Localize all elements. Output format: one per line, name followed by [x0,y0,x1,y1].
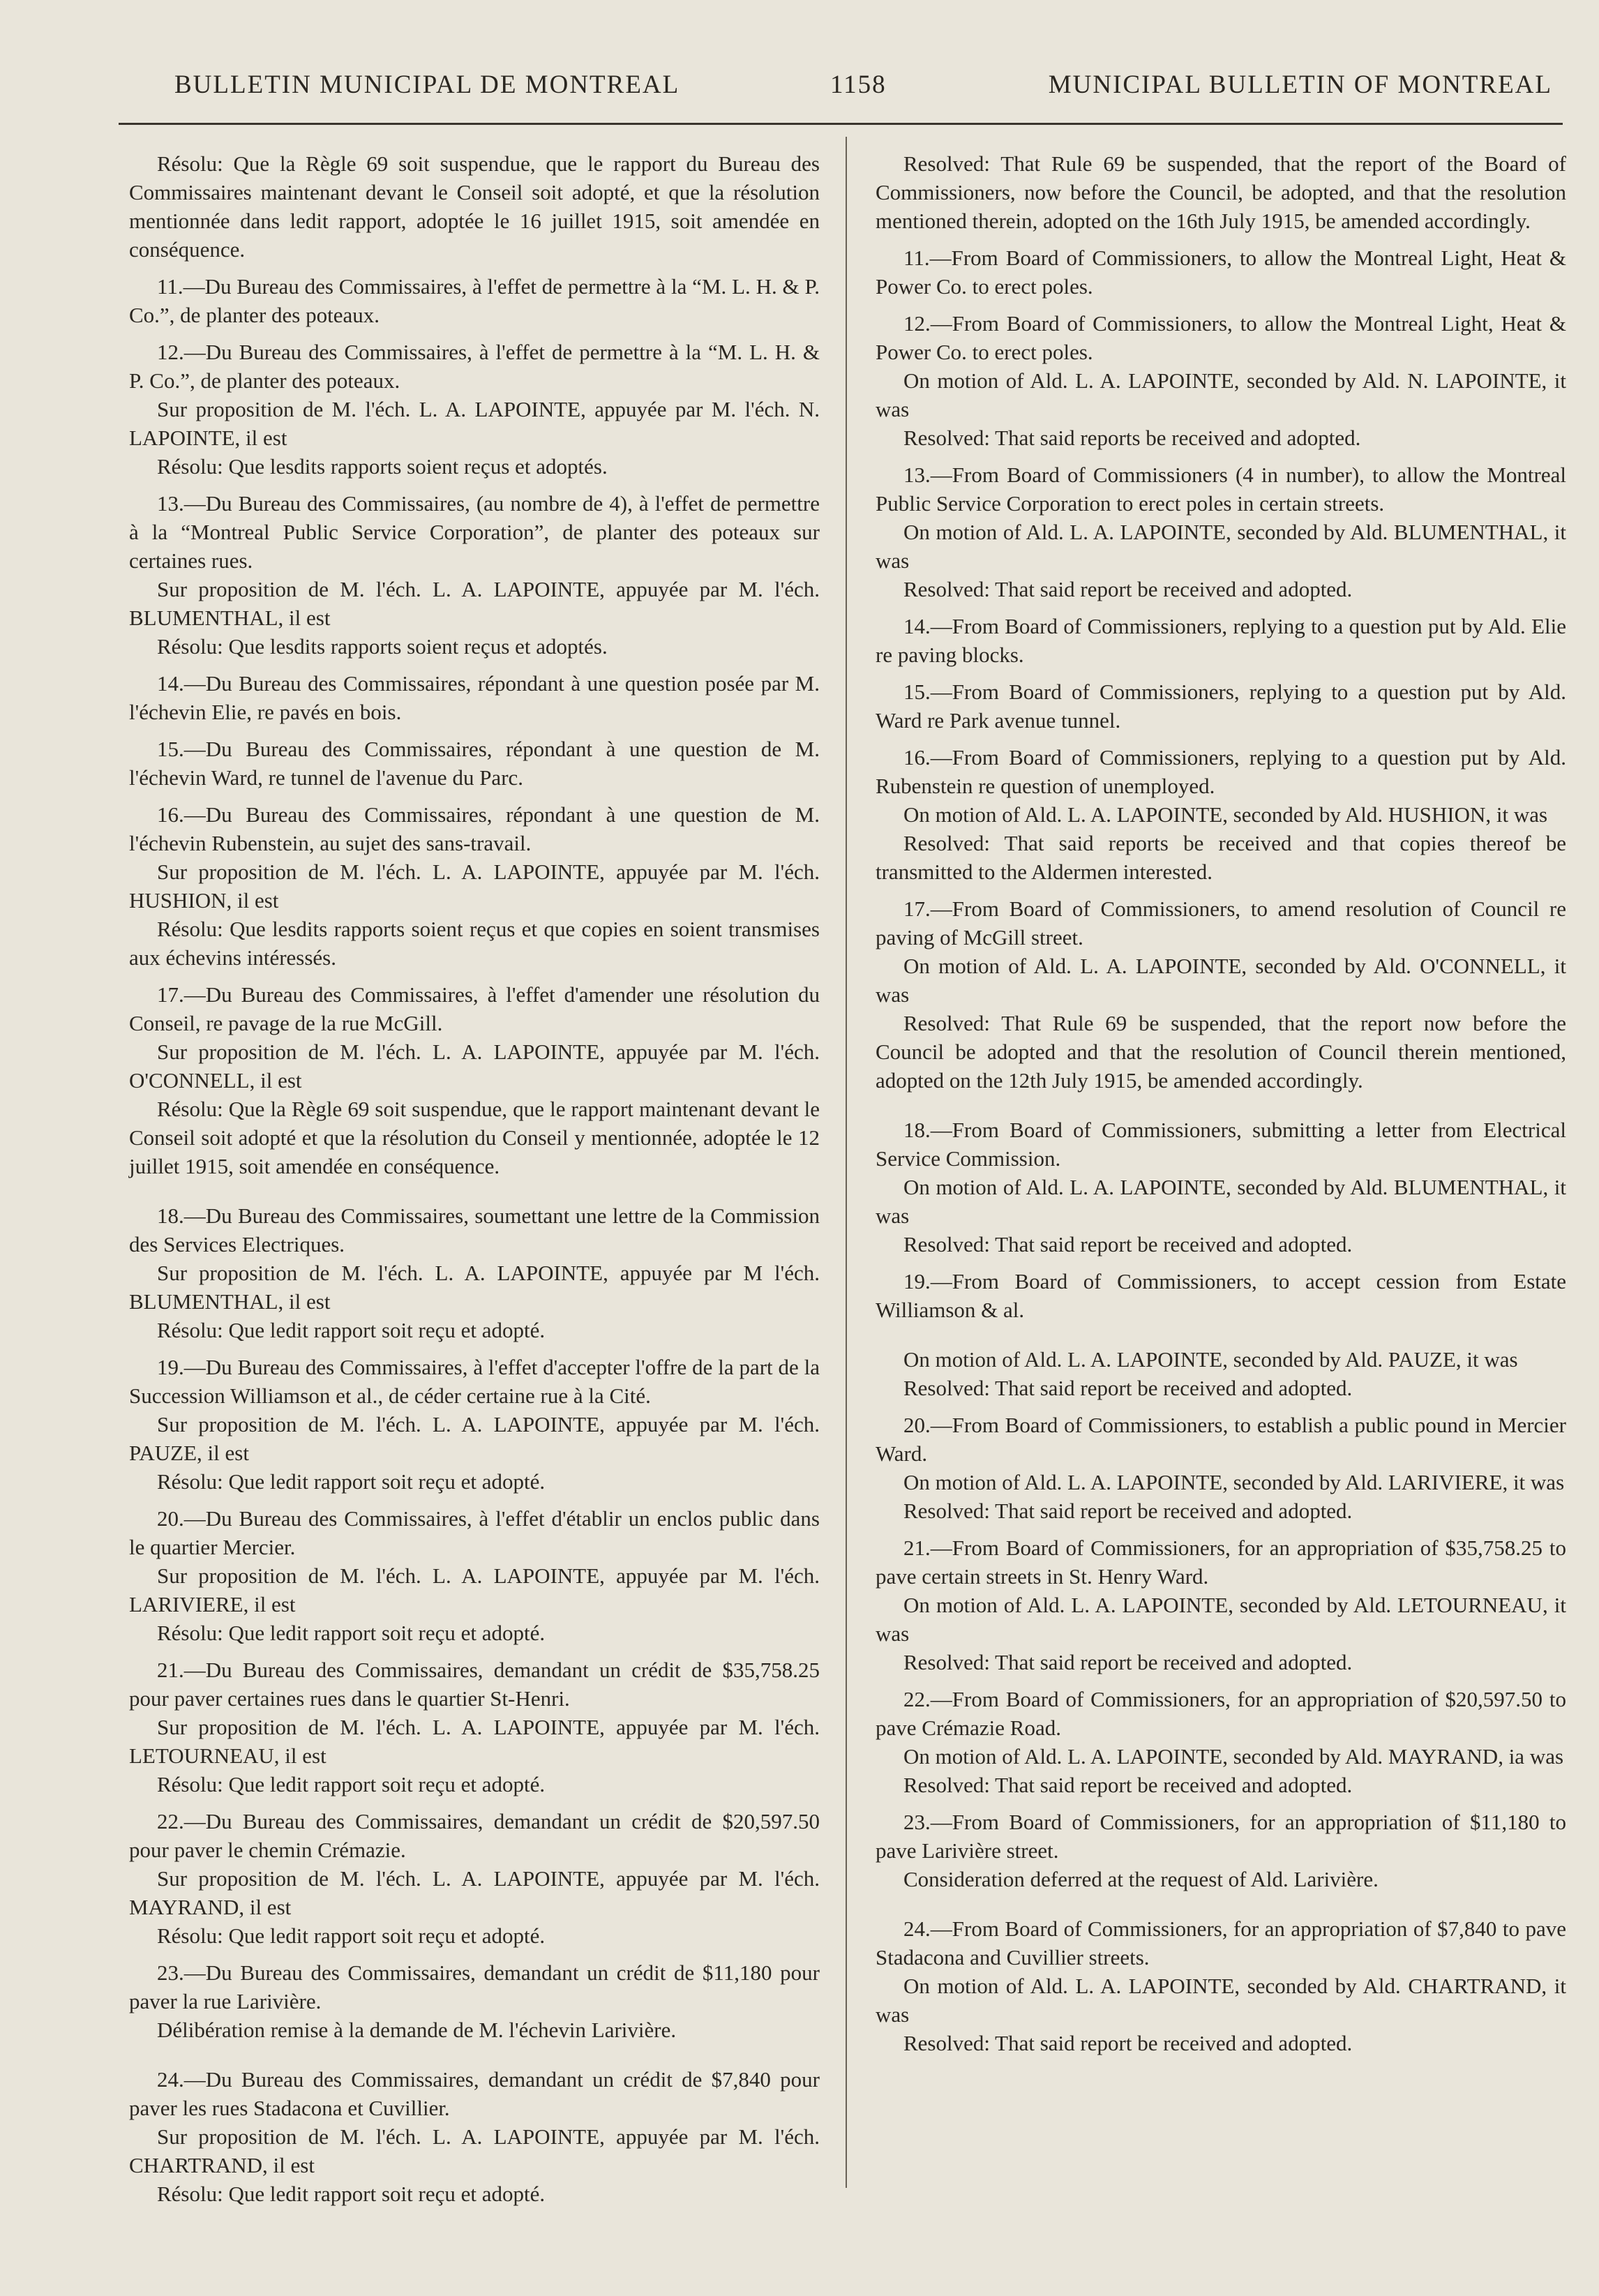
english-paragraph: 22.—From Board of Commissioners, for an appropriation of $20,597.50 to pave Crémazie Road. [876,1687,1566,1740]
english-paragraph: On motion of Ald. L. A. LAPOINTE, seconded by Ald. LARIVIERE, it was [903,1470,1565,1494]
french-paragraph: Résolu: Que la Règle 69 soit suspendue, que le rapport maintenant devant le Conseil soit adopté et que la résolution du Conseil y mentionnée, adoptée le 12 juillet 1915, soit amendée en conséquence. [129,1097,820,1178]
english-paragraph: 18.—From Board of Commissioners, submitting a letter from Electrical Service Commission. [876,1118,1566,1171]
english-paragraph: Resolved: That said report be received and adopted. [903,1232,1353,1256]
english-paragraph: 17.—From Board of Commissioners, to amend resolution of Council re paving of McGill street. [876,896,1566,950]
french-paragraph: Résolu: Que lesdits rapports soient reçus et que copies en soient transmises aux échevins intéressés. [129,917,820,970]
french-paragraph: 16.—Du Bureau des Commissaires, répondant à une question de M. l'échevin Rubenstein, au sujet des sans-travail. [129,802,820,855]
french-paragraph: Sur proposition de M. l'éch. L. A. LAPOINTE, appuyée par M l'éch. BLUMENTHAL, il est [129,1261,820,1314]
english-paragraph: On motion of Ald. L. A. LAPOINTE, seconded by Ald. MAYRAND, ia was [903,1744,1564,1769]
french-paragraph: Sur proposition de M. l'éch. L. A. LAPOINTE, appuyée par M. l'éch. LETOURNEAU, il est [129,1715,820,1768]
french-paragraph: 23.—Du Bureau des Commissaires, demandant un crédit de $11,180 pour paver la rue Larivière. [129,1960,820,2013]
english-paragraph: 12.—From Board of Commissioners, to allow the Montreal Light, Heat & Power Co. to erect poles. [876,311,1566,364]
french-paragraph: 15.—Du Bureau des Commissaires, répondant à une question de M. l'échevin Ward, re tunnel de l'avenue du Parc. [129,737,820,790]
french-paragraph: Résolu: Que ledit rapport soit reçu et adopté. [157,1923,546,1948]
french-paragraph: Sur proposition de M. l'éch. L. A. LAPOINTE, appuyée par M. l'éch. PAUZE, il est [129,1412,820,1465]
french-paragraph: 21.—Du Bureau des Commissaires, demandant un crédit de $35,758.25 pour paver certaines rues dans le quartier St-Henri. [129,1658,820,1711]
french-paragraph: Délibération remise à la demande de M. l'échevin Larivière. [157,2018,677,2042]
french-paragraph: 20.—Du Bureau des Commissaires, à l'effet d'établir un enclos public dans le quartier Mercier. [129,1506,820,1559]
column-divider [846,137,847,2188]
english-paragraph: Resolved: That said report be received and adopted. [903,1499,1353,1523]
header-french-title: BULLETIN MUNICIPAL DE MONTREAL [174,70,680,99]
english-paragraph: On motion of Ald. L. A. LAPOINTE, seconded by Ald. O'CONNELL, it was [876,954,1566,1007]
english-paragraph: Consideration deferred at the request of Ald. Larivière. [903,1867,1379,1891]
english-paragraph: Resolved: That said reports be received and adopted. [903,426,1361,450]
french-paragraph: Sur proposition de M. l'éch. L. A. LAPOINTE, appuyée par M. l'éch. HUSHION, il est [129,860,820,913]
french-paragraph: 18.—Du Bureau des Commissaires, soumettant une lettre de la Commission des Services Electriques. [129,1203,820,1256]
english-paragraph: On motion of Ald. L. A. LAPOINTE, seconded by Ald. CHARTRAND, it was [876,1974,1566,2027]
english-paragraph: On motion of Ald. L. A. LAPOINTE, seconded by Ald. LETOURNEAU, it was [876,1593,1566,1646]
english-paragraph: 11.—From Board of Commissioners, to allow the Montreal Light, Heat & Power Co. to erect poles. [876,246,1566,299]
english-paragraph: Resolved: That said report be received and adopted. [903,577,1353,601]
french-paragraph: 17.—Du Bureau des Commissaires, à l'effet d'amender une résolution du Conseil, re pavage de la rue McGill. [129,982,820,1035]
english-paragraph: 20.—From Board of Commissioners, to establish a public pound in Mercier Ward. [876,1413,1566,1466]
french-paragraph: Sur proposition de M. l'éch. L. A. LAPOINTE, appuyée par M. l'éch. MAYRAND, il est [129,1866,820,1919]
french-paragraph: Sur proposition de M. l'éch. L. A. LAPOINTE, appuyée par M. l'éch. N. LAPOINTE, il est [129,397,820,450]
french-paragraph: 12.—Du Bureau des Commissaires, à l'effet de permettre à la “M. L. H. & P. Co.”, de planter des poteaux. [129,340,820,393]
english-paragraph: On motion of Ald. L. A. LAPOINTE, seconded by Ald. BLUMENTHAL, it was [876,1175,1566,1228]
english-paragraph: Resolved: That said reports be received and that copies thereof be transmitted to the Aldermen interested. [876,831,1566,884]
english-paragraph: Resolved: That said report be received and adopted. [903,1376,1353,1400]
english-column [876,149,1566,2057]
english-paragraph: 21.—From Board of Commissioners, for an appropriation of $35,758.25 to pave certain streets in St. Henry Ward. [876,1536,1566,1589]
french-paragraph: Résolu: Que lesdits rapports soient reçus et adoptés. [157,454,608,479]
english-paragraph: 14.—From Board of Commissioners, replying to a question put by Ald. Elie re paving blocks. [876,614,1566,667]
french-paragraph: Résolu: Que ledit rapport soit reçu et adopté. [157,1772,546,1796]
header-rule [119,123,1563,125]
french-paragraph: Sur proposition de M. l'éch. L. A. LAPOINTE, appuyée par M. l'éch. BLUMENTHAL, il est [129,577,820,630]
french-paragraph: 24.—Du Bureau des Commissaires, demandant un crédit de $7,840 pour paver les rues Stadacona et Cuvillier. [129,2067,820,2120]
french-paragraph: Résolu: Que ledit rapport soit reçu et adopté. [157,1469,546,1494]
english-paragraph: Resolved: That Rule 69 be suspended, that the report now before the Council be adopted and that the resolution of Council therein mentioned, adopted on the 12th July 1915, be amended accordingly. [876,1011,1566,1093]
english-paragraph: 24.—From Board of Commissioners, for an appropriation of $7,840 to pave Stadacona and Cuvillier streets. [876,1916,1566,1969]
french-paragraph: Résolu: Que lesdits rapports soient reçus et adoptés. [157,634,608,659]
french-paragraph: Résolu: Que la Règle 69 soit suspendue, que le rapport du Bureau des Commissaires maintenant devant le Conseil soit adopté, et que la résolution mentionnée dans ledit rapport, adoptée le 16 juillet 1915, soit amendée en conséquence. [129,151,820,262]
english-paragraph: On motion of Ald. L. A. LAPOINTE, seconded by Ald. N. LAPOINTE, it was [876,368,1566,421]
french-paragraph: Résolu: Que ledit rapport soit reçu et adopté. [157,1318,546,1342]
french-paragraph: Résolu: Que ledit rapport soit reçu et adopté. [157,1621,546,1645]
french-paragraph: Sur proposition de M. l'éch. L. A. LAPOINTE, appuyée par M. l'éch. O'CONNELL, il est [129,1040,820,1093]
french-paragraph: 19.—Du Bureau des Commissaires, à l'effet d'accepter l'offre de la part de la Succession Williamson et al., de céder certaine rue à la Cité. [129,1355,820,1408]
french-paragraph: 11.—Du Bureau des Commissaires, à l'effet de permettre à la “M. L. H. & P. Co.”, de planter des poteaux. [129,274,820,327]
french-paragraph: Sur proposition de M. l'éch. L. A. LAPOINTE, appuyée par M. l'éch. LARIVIERE, il est [129,1563,820,1616]
english-paragraph: Resolved: That said report be received and adopted. [903,1650,1353,1674]
french-paragraph: Résolu: Que ledit rapport soit reçu et adopté. [157,2182,546,2206]
english-paragraph: On motion of Ald. L. A. LAPOINTE, seconded by Ald. HUSHION, it was [903,802,1548,827]
english-paragraph: On motion of Ald. L. A. LAPOINTE, seconded by Ald. BLUMENTHAL, it was [876,520,1566,573]
english-paragraph: 16.—From Board of Commissioners, replying to a question put by Ald. Rubenstein re question of unemployed. [876,745,1566,798]
page-number: 1158 [830,70,887,99]
french-paragraph: 14.—Du Bureau des Commissaires, répondant à une question posée par M. l'échevin Elie, re pavés en bois. [129,671,820,724]
french-paragraph: 22.—Du Bureau des Commissaires, demandant un crédit de $20,597.50 pour paver le chemin Crémazie. [129,1809,820,1862]
english-paragraph: On motion of Ald. L. A. LAPOINTE, seconded by Ald. PAUZE, it was [903,1347,1518,1372]
french-column [129,149,820,2208]
english-paragraph: 15.—From Board of Commissioners, replying to a question put by Ald. Ward re Park avenue tunnel. [876,680,1566,733]
english-paragraph: Resolved: That said report be received and adopted. [903,1773,1353,1797]
header-english-title: MUNICIPAL BULLETIN OF MONTREAL [1048,70,1552,99]
english-paragraph: Resolved: That Rule 69 be suspended, that the report of the Board of Commissioners, now before the Council, be adopted, and that the resolution mentioned therein, adopted on the 16th July 1915, be amended accordingly. [876,151,1566,233]
english-paragraph: 19.—From Board of Commissioners, to accept cession from Estate Williamson & al. [876,1269,1566,1322]
english-paragraph: Resolved: That said report be received and adopted. [903,2031,1353,2055]
english-paragraph: 13.—From Board of Commissioners (4 in number), to allow the Montreal Public Service Corporation to erect poles in certain streets. [876,463,1566,516]
french-paragraph: Sur proposition de M. l'éch. L. A. LAPOINTE, appuyée par M. l'éch. CHARTRAND, il est [129,2124,820,2177]
english-paragraph: 23.—From Board of Commissioners, for an appropriation of $11,180 to pave Larivière street. [876,1810,1566,1863]
page-header [160,70,1552,112]
french-paragraph: 13.—Du Bureau des Commissaires, (au nombre de 4), à l'effet de permettre à la “Montreal Public Service Corporation”, de planter des poteaux sur certaines rues. [129,491,820,573]
